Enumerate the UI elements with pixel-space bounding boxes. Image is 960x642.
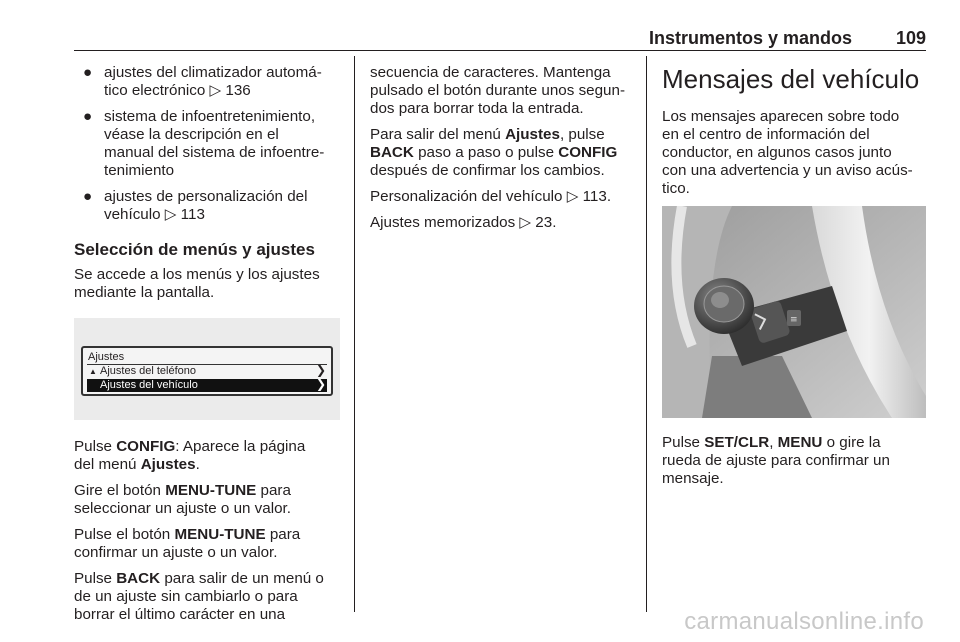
paragraph-back: Pulse BACK para salir de un menú o de un ajuste sin cambiarlo o para borrar el último carácter en una xyxy=(74,570,324,623)
bullet-dot-icon: ● xyxy=(83,64,93,81)
column-divider-right xyxy=(646,56,647,612)
reference-memorized-settings: Ajustes memorizados ▷ 23. xyxy=(370,214,557,231)
column-middle xyxy=(370,64,636,240)
list-item-text: ajustes del climatizador automá- tico electrónico ▷ 136 xyxy=(104,64,322,99)
list-item-text: ajustes de personalización del vehículo ▷ 113 xyxy=(104,188,308,223)
chevron-right-icon: ❯ xyxy=(315,377,326,391)
list-item xyxy=(74,64,346,100)
display-screen-figure xyxy=(74,318,340,420)
section-heading: Selección de menús y ajustes xyxy=(74,240,315,259)
column-right xyxy=(662,64,926,496)
arrow-up-icon: ▲ xyxy=(89,367,97,376)
paragraph-config: Pulse CONFIG: Aparece la página del menú Ajustes. xyxy=(74,438,306,473)
header-rule xyxy=(74,50,926,51)
paragraph-menu-tune-turn: Gire el botón MENU-TUNE para seleccionar un ajuste o un valor. xyxy=(74,482,291,517)
page-header xyxy=(74,26,926,52)
steering-column-lever-photo xyxy=(662,206,926,418)
list-item xyxy=(74,188,346,224)
section-heading-vehicle-messages: Mensajes del vehículo xyxy=(662,64,920,94)
chevron-right-icon: ❯ xyxy=(315,363,326,377)
reference-personalization: Personalización del vehículo ▷ 113. xyxy=(370,188,612,205)
column-left xyxy=(74,64,346,632)
bullet-dot-icon: ● xyxy=(83,108,93,125)
list-item xyxy=(74,108,346,180)
paragraph-continued: secuencia de caracteres. Mantenga pulsado el botón durante unos segun- dos para borrar toda la entrada. xyxy=(370,64,626,117)
menu-item-vehicle-settings xyxy=(87,379,327,392)
menu-item-phone-settings xyxy=(87,365,327,378)
svg-text:≡: ≡ xyxy=(790,315,798,325)
intro-paragraph: Se accede a los menús y los ajustes mediante la pantalla. xyxy=(74,266,320,301)
section-title: Instrumentos y mandos xyxy=(648,28,852,48)
display-screen xyxy=(81,346,333,396)
watermark: carmanualsonline.info xyxy=(684,608,924,635)
paragraph-menu-tune-press: Pulse el botón MENU-TUNE para confirmar un ajuste o un valor. xyxy=(74,526,301,561)
screen-title: Ajustes xyxy=(88,351,125,363)
page-number: 109 xyxy=(895,28,926,48)
menu-item-label: Ajustes del teléfono xyxy=(100,365,197,377)
paragraph-messages: Los mensajes aparecen sobre todo en el centro de información del conductor, en algunos casos junto con una advertencia y un aviso acús- tico. xyxy=(662,108,913,197)
paragraph-set-clr: Pulse SET/CLR, MENU o gire la rueda de ajuste para confirmar un mensaje. xyxy=(662,434,890,487)
column-divider-left xyxy=(354,56,355,612)
menu-item-label: Ajustes del vehículo xyxy=(100,379,198,391)
paragraph-exit-menu: Para salir del menú Ajustes, pulse BACK paso a paso o pulse CONFIG después de confirmar los cambios. xyxy=(370,126,618,179)
list-item-text: sistema de infoentretenimiento, véase la descripción en el manual del sistema de infoentre- tenimiento xyxy=(104,108,325,179)
bullet-dot-icon: ● xyxy=(83,188,93,205)
lever-illustration xyxy=(662,206,926,418)
